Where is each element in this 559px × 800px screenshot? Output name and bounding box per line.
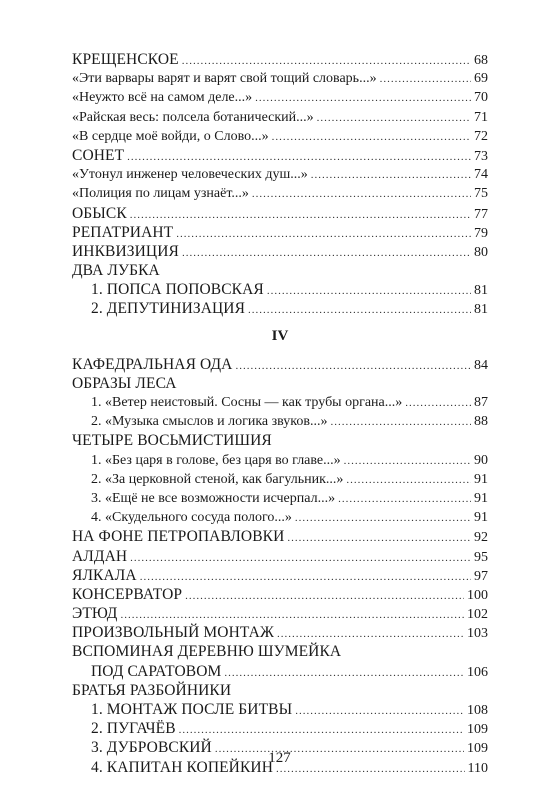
toc-entry-page: 108 <box>467 703 488 718</box>
toc-entry-page: 100 <box>467 587 488 603</box>
toc-entry-title: РЕПАТРИАНТ <box>72 223 174 241</box>
toc-entry-title: ИНКВИЗИЦИЯ <box>72 242 179 260</box>
toc-entry-title: 2. ПУГАЧЁВ <box>91 720 176 738</box>
toc-entry-page: 91 <box>474 510 488 526</box>
dot-leader <box>380 70 471 89</box>
toc-entry <box>72 662 488 681</box>
dot-leader <box>130 206 471 225</box>
toc-entry <box>72 508 488 527</box>
toc-entry-page: 69 <box>474 71 488 87</box>
dot-leader <box>248 301 471 320</box>
toc-entry-title: ОБРАЗЫ ЛЕСА <box>72 374 177 392</box>
toc-entry <box>72 566 488 585</box>
dot-leader <box>267 282 471 301</box>
toc-entry-page: 90 <box>474 452 488 468</box>
toc-entry-title: «Утонул инженер человеческих душ...» <box>72 167 308 183</box>
toc-entry-title: «Райская весь: полсела ботанический...» <box>72 109 314 125</box>
toc-entry-title: КАФЕДРАЛЬНАЯ ОДА <box>72 355 233 373</box>
toc-entry <box>72 355 488 374</box>
toc-group-heading <box>72 374 488 393</box>
toc-entry-title: 1. ПОПСА ПОПОВСКАЯ <box>91 281 264 299</box>
toc-entry-page: 102 <box>467 607 488 623</box>
toc-entry-title: ЯЛКАЛА <box>72 566 137 584</box>
toc-entry <box>72 412 488 431</box>
toc-entry-page: 97 <box>474 568 488 584</box>
toc-entry <box>72 470 488 489</box>
toc-group-heading <box>72 642 488 661</box>
toc-group-heading <box>72 261 488 280</box>
toc-entry-page: 88 <box>474 414 488 430</box>
toc-entry-title: «Эти варвары варят и варят свой тощий словарь...» <box>72 71 377 87</box>
toc-entry <box>72 184 488 203</box>
toc-entry <box>72 527 488 546</box>
toc-entry-page: 74 <box>474 167 488 183</box>
toc-entry-page: 68 <box>474 53 488 68</box>
dot-leader <box>182 244 471 263</box>
toc-entry <box>72 165 488 184</box>
toc-entry-title: «Полиция по лицам узнаёт...» <box>72 186 249 202</box>
toc-entry-title: 4. КАПИТАН КОПЕЙКИН <box>91 758 274 776</box>
table-of-contents <box>72 50 488 777</box>
dot-leader <box>252 185 471 204</box>
dot-leader <box>338 490 471 509</box>
dot-leader <box>272 128 471 147</box>
toc-entry <box>72 299 488 318</box>
toc-entry-page: 84 <box>474 357 488 373</box>
toc-entry-title: ВСПОМИНАЯ ДЕРЕВНЮ ШУМЕЙКА <box>72 643 342 661</box>
toc-entry-title: ЭТЮД <box>72 605 118 623</box>
toc-entry <box>72 50 488 69</box>
toc-entry <box>72 204 488 223</box>
toc-entry-title: БРАТЬЯ РАЗБОЙНИКИ <box>72 681 232 699</box>
toc-entry-page: 81 <box>474 283 488 299</box>
toc-entry-title: ЧЕТЫРЕ ВОСЬМИСТИШИЯ <box>72 432 272 450</box>
toc-entry-title: КРЕЩЕНСКОЕ <box>72 51 179 68</box>
dot-leader <box>235 357 471 376</box>
toc-entry <box>72 393 488 412</box>
toc-entry-page: 91 <box>474 490 488 506</box>
toc-entry <box>72 451 488 470</box>
toc-entry-title: ОБЫСК <box>72 204 127 222</box>
toc-entry-page: 81 <box>474 302 488 318</box>
toc-entry-title: 1. «Ветер неистовый. Сосны — как трубы органа...» <box>91 395 403 410</box>
dot-leader <box>331 413 471 432</box>
toc-entry-title: 3. «Ещё не все возможности исчерпал...» <box>91 490 336 506</box>
toc-entry-title: ДВА ЛУБКА <box>72 262 160 280</box>
toc-entry-title: СОНЕТ <box>72 146 125 164</box>
toc-entry-title: 2. ДЕПУТИНИЗАЦИЯ <box>91 300 246 318</box>
dot-leader <box>179 721 464 740</box>
toc-entry-page: 80 <box>474 244 488 260</box>
toc-entry-page: 87 <box>474 395 488 410</box>
dot-leader <box>346 471 471 490</box>
toc-entry-title: НА ФОНЕ ПЕТРОПАВЛОВКИ <box>72 528 285 546</box>
toc-entry <box>72 146 488 165</box>
toc-entry <box>72 242 488 261</box>
toc-entry-page: 72 <box>474 128 488 144</box>
toc-entry <box>72 280 488 299</box>
toc-entry-title: 2. «Музыка смыслов и логика звуков...» <box>91 414 328 430</box>
toc-entry-title: ПОД САРАТОВОМ <box>91 662 222 680</box>
page-number: 127 <box>268 750 291 766</box>
dot-leader <box>317 109 471 128</box>
toc-entry-page: 95 <box>474 549 488 565</box>
dot-leader <box>311 166 471 185</box>
toc-group-heading <box>72 681 488 700</box>
toc-entry-page: 106 <box>467 664 488 680</box>
dot-leader <box>176 225 471 244</box>
dot-leader <box>295 702 464 721</box>
toc-entry-page: 103 <box>467 626 488 642</box>
toc-entry-title: 3. ДУБРОВСКИЙ <box>91 739 212 757</box>
dot-leader <box>224 664 464 683</box>
dot-leader <box>287 529 471 548</box>
toc-entry-page: 70 <box>474 90 488 106</box>
dot-leader <box>130 549 471 568</box>
toc-entry-page: 77 <box>474 206 488 222</box>
dot-leader <box>344 452 471 471</box>
toc-entry <box>72 223 488 242</box>
toc-entry <box>72 108 488 127</box>
toc-entry-page: 73 <box>474 148 488 164</box>
toc-entry <box>72 69 488 88</box>
toc-entry <box>72 585 488 604</box>
toc-entry-page: 92 <box>474 530 488 546</box>
dot-leader <box>185 587 464 606</box>
toc-entry-title: 1. МОНТАЖ ПОСЛЕ БИТВЫ <box>91 701 293 718</box>
toc-entry <box>72 623 488 642</box>
toc-entry <box>72 547 488 566</box>
toc-entry-title: 1. «Без царя в голове, без царя во главе...» <box>91 452 341 468</box>
toc-entry-title: АЛДАН <box>72 547 128 565</box>
toc-entry-title: КОНСЕРВАТОР <box>72 585 183 603</box>
toc-entry <box>72 127 488 146</box>
toc-entry <box>72 604 488 623</box>
toc-entry-title: ПРОИЗВОЛЬНЫЙ МОНТАЖ <box>72 624 274 642</box>
dot-leader <box>140 568 471 587</box>
toc-entry-page: 109 <box>467 741 488 757</box>
toc-entry-title: 2. «За церковной стеной, как багульник...» <box>91 471 344 487</box>
toc-entry-page: 110 <box>467 760 488 776</box>
dot-leader <box>295 509 471 528</box>
toc-entry <box>72 88 488 107</box>
toc-entry-page: 75 <box>474 186 488 202</box>
toc-entry-page: 91 <box>474 471 488 487</box>
toc-entry <box>72 489 488 508</box>
toc-entry-title: 4. «Скудельного сосуда полого...» <box>91 510 292 526</box>
toc-entry-page: 71 <box>474 109 488 125</box>
toc-entry <box>72 719 488 738</box>
toc-entry <box>72 700 488 719</box>
toc-entry-page: 79 <box>474 225 488 241</box>
toc-entry-title: «Неужто всё на самом деле...» <box>72 90 253 106</box>
toc-entry-title: «В сердце моё войди, о Слово...» <box>72 128 269 144</box>
dot-leader <box>255 89 471 108</box>
section-heading: IV <box>271 327 289 344</box>
dot-leader <box>405 394 471 413</box>
toc-group-heading <box>72 431 488 450</box>
toc-entry-page: 109 <box>467 722 488 738</box>
